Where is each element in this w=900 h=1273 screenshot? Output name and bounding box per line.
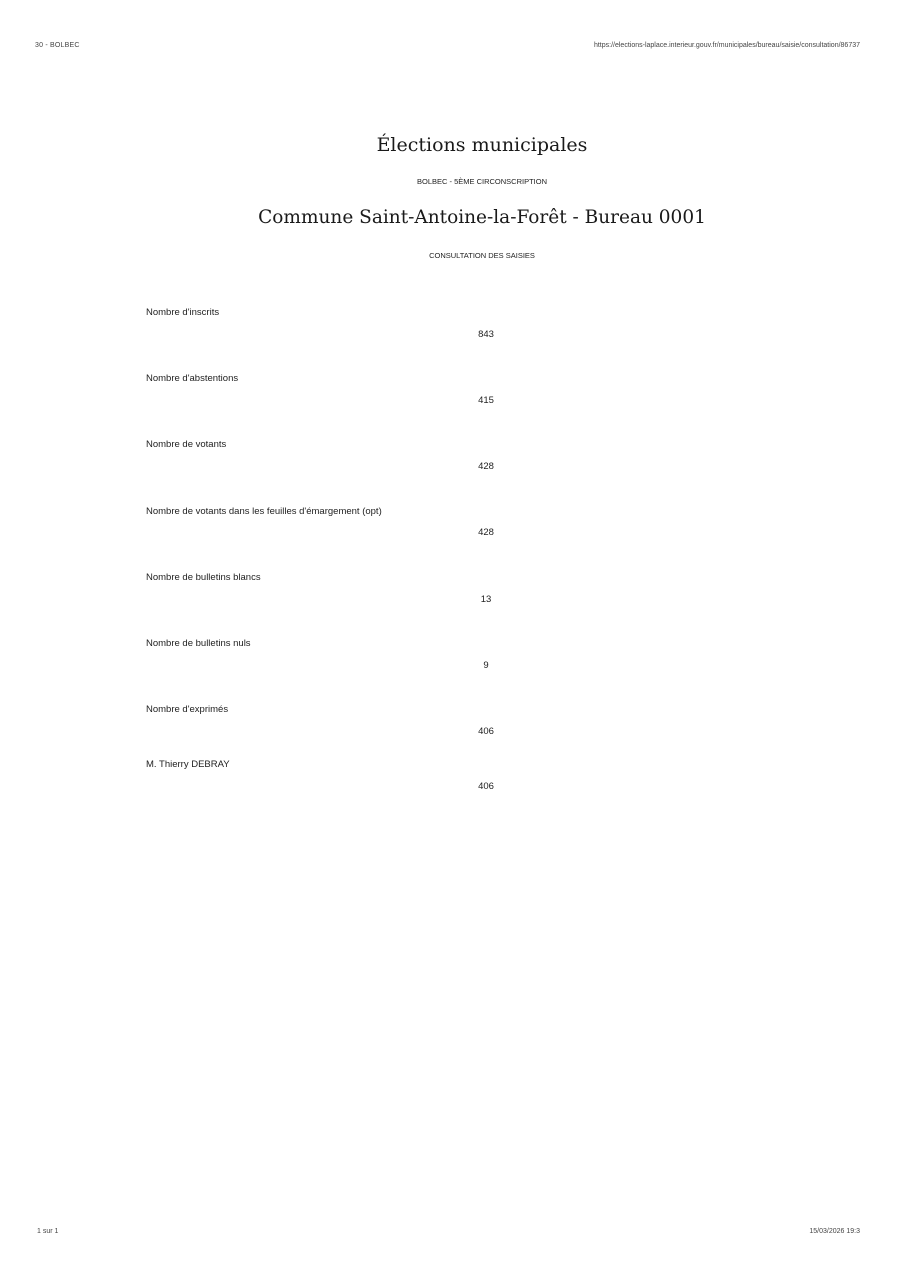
result-label: Nombre de votants xyxy=(146,439,227,450)
result-label: Nombre de bulletins nuls xyxy=(146,638,251,649)
result-label: Nombre d'inscrits xyxy=(146,307,220,318)
circonscription-subtitle: BOLBEC - 5ÈME CIRCONSCRIPTION xyxy=(416,177,548,186)
result-value: 415 xyxy=(478,395,494,406)
page-title: Élections municipales xyxy=(376,134,588,156)
print-header-url: https://elections-laplace.interieur.gouv.fr/municipales/bureau/saisie/consultation/86737 xyxy=(593,42,860,49)
commune-title: Commune Saint-Antoine-la-Forêt - Bureau 0001 xyxy=(258,207,706,228)
consultation-subtitle: CONSULTATION DES SAISIES xyxy=(429,251,535,260)
candidate-votes: 406 xyxy=(478,781,494,792)
result-label: Nombre de votants dans les feuilles d'émargement (opt) xyxy=(146,506,382,517)
result-value: 9 xyxy=(483,660,489,671)
result-label: Nombre d'abstentions xyxy=(146,373,239,384)
result-label: Nombre d'exprimés xyxy=(146,704,229,715)
result-value: 428 xyxy=(478,527,494,538)
print-footer-page: 1 sur 1 xyxy=(37,1228,59,1235)
print-footer-datetime: 15/03/2026 19:3 xyxy=(809,1228,860,1235)
result-value: 843 xyxy=(478,329,494,340)
candidate-name: M. Thierry DEBRAY xyxy=(146,759,230,770)
result-value: 13 xyxy=(480,594,492,605)
result-value: 428 xyxy=(478,461,494,472)
print-header-left: 30 - BOLBEC xyxy=(35,42,80,49)
result-value: 406 xyxy=(478,726,494,737)
result-label: Nombre de bulletins blancs xyxy=(146,572,261,583)
